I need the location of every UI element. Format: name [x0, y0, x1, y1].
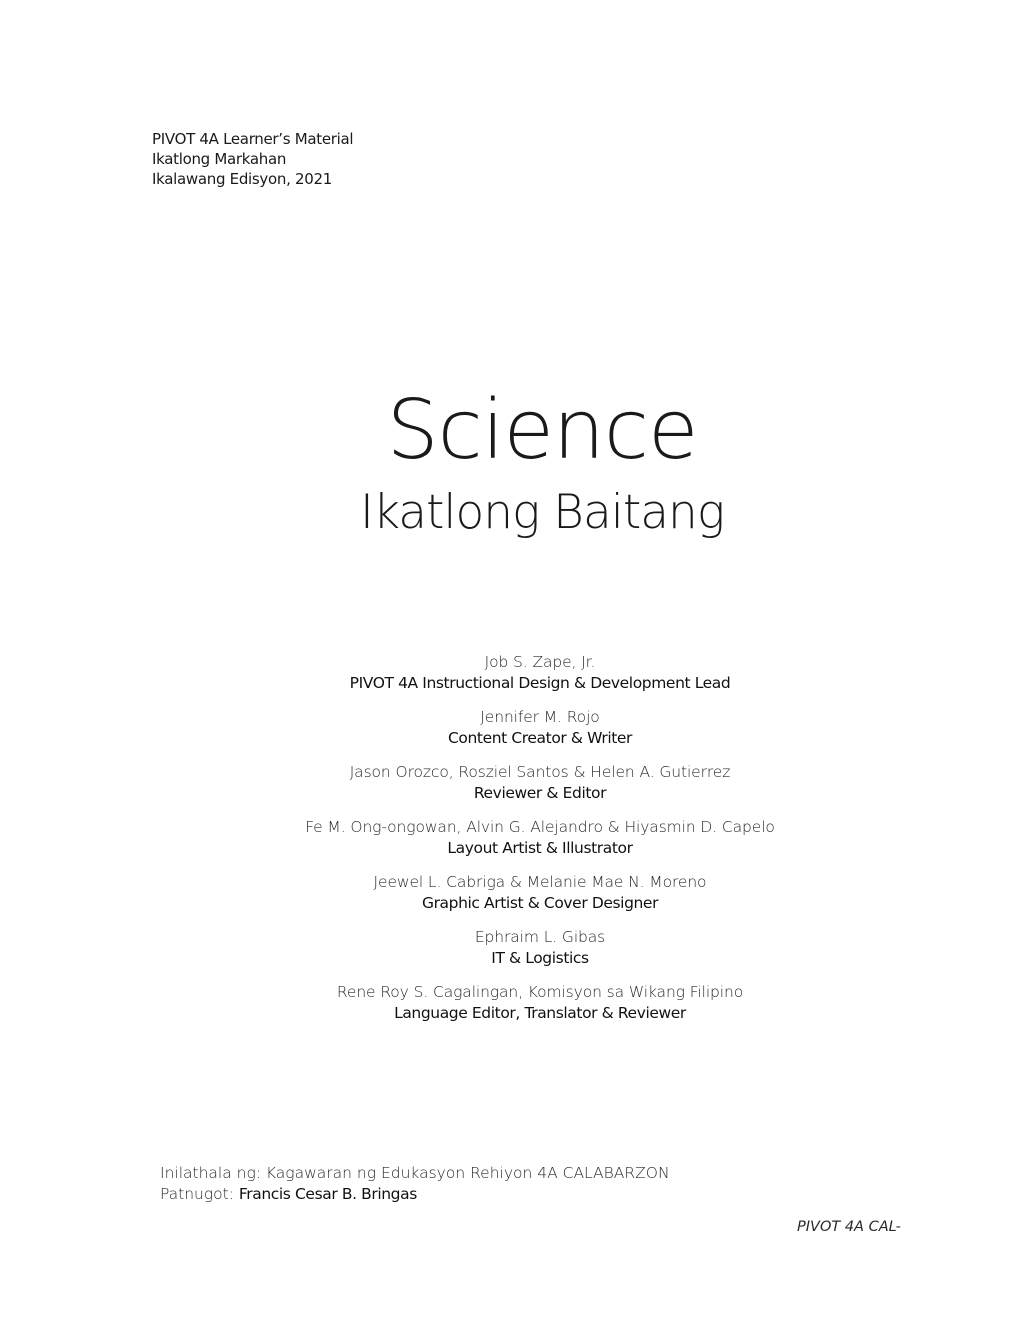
- editor-line: [160, 1184, 670, 1205]
- credit-entry: [56, 652, 1024, 694]
- published-by: Inilathala ng: Kagawaran ng Edukasyon Rehiyon 4A CALABARZON: [160, 1164, 670, 1182]
- credit-entry: [56, 707, 1024, 749]
- credit-entry: [56, 762, 1024, 804]
- credit-role: IT & Logistics: [491, 949, 589, 967]
- credit-role: Content Creator & Writer: [447, 729, 633, 747]
- credit-name: Jason Orozco, Rosziel Santos & Helen A. Gutierrez: [349, 763, 731, 781]
- credit-role: Reviewer & Editor: [473, 784, 607, 802]
- credit-role: PIVOT 4A Instructional Design & Development Lead: [349, 674, 731, 692]
- main-title: Science: [386, 383, 698, 478]
- material-header: [152, 129, 353, 189]
- credit-entry: [56, 982, 1024, 1024]
- sub-title: Ikatlong Baitang: [359, 485, 725, 540]
- credit-name: Jeewel L. Cabriga & Melanie Mae N. Moreno: [373, 873, 707, 891]
- credit-entry: [56, 927, 1024, 969]
- credit-role: Language Editor, Translator & Reviewer: [394, 1004, 686, 1022]
- credit-role: Graphic Artist & Cover Designer: [421, 894, 659, 912]
- credit-name: Jennifer M. Rojo: [480, 708, 600, 726]
- footer-code: PIVOT 4A CAL-: [797, 1219, 901, 1235]
- credits-list: [0, 652, 1024, 1037]
- credit-name: Job S. Zape, Jr.: [484, 653, 596, 671]
- credit-entry: [56, 817, 1024, 859]
- credit-entry: [56, 872, 1024, 914]
- credit-name: Rene Roy S. Cagalingan, Komisyon sa Wikang Filipino: [336, 983, 744, 1001]
- title-block: [0, 383, 1024, 543]
- header-line-edition: Ikalawang Edisyon, 2021: [152, 170, 333, 188]
- editor-name: Francis Cesar B. Bringas: [238, 1185, 417, 1203]
- credit-role: Layout Artist & Illustrator: [447, 839, 633, 857]
- header-line-quarter: Ikatlong Markahan: [152, 150, 287, 168]
- header-line-material: PIVOT 4A Learner’s Material: [152, 130, 354, 148]
- credit-name: Ephraim L. Gibas: [474, 928, 606, 946]
- credit-name: Fe M. Ong-ongowan, Alvin G. Alejandro & Hiyasmin D. Capelo: [305, 818, 775, 836]
- publisher-block: [160, 1163, 670, 1205]
- editor-label: Patnugot:: [160, 1185, 239, 1203]
